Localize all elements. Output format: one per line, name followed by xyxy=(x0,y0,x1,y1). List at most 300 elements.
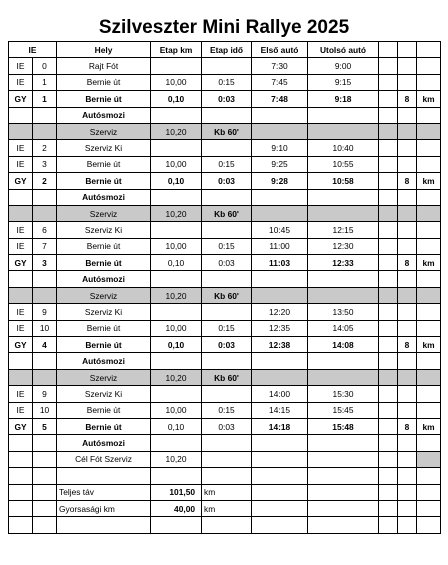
row-blank xyxy=(252,287,308,303)
row-first-car: 12:38 xyxy=(252,337,308,353)
row-etap-km: 10,00 xyxy=(151,74,202,90)
row-number: 3 xyxy=(33,255,57,271)
row-etap-km: 10,20 xyxy=(151,451,202,467)
row-first-car: 14:15 xyxy=(252,402,308,418)
row-etap-km xyxy=(151,304,202,320)
row-blank xyxy=(252,500,308,516)
row-number: 10 xyxy=(33,320,57,336)
row-stage-length xyxy=(398,304,417,320)
row-blank xyxy=(398,353,417,369)
autosmozi-row xyxy=(9,435,441,451)
row-blank xyxy=(379,205,398,221)
row-number: 5 xyxy=(33,418,57,434)
row-first-car: 12:20 xyxy=(252,304,308,320)
row-blank xyxy=(398,500,417,516)
row-blank xyxy=(398,287,417,303)
row-blank xyxy=(9,123,33,139)
row-location: Bernie út xyxy=(57,91,151,107)
row-type: IE xyxy=(9,58,33,74)
row-type: IE xyxy=(9,222,33,238)
header-elso-auto: Első autó xyxy=(252,42,308,58)
row-last-car: 15:30 xyxy=(308,386,379,402)
row-blank xyxy=(308,107,379,123)
row-blank xyxy=(9,189,33,205)
row-blank xyxy=(379,107,398,123)
row-etap-ido: Kb 60' xyxy=(202,123,252,139)
row-last-car: 10:58 xyxy=(308,173,379,189)
row-blank xyxy=(33,189,57,205)
row-blank xyxy=(151,517,202,533)
row-stage-length: 8 xyxy=(398,337,417,353)
row-stage-length xyxy=(398,402,417,418)
row-blank xyxy=(33,468,57,484)
row-etap-km: 10,00 xyxy=(151,402,202,418)
row-blank xyxy=(379,140,398,156)
row-stage-length xyxy=(398,74,417,90)
row-location: Autósmozi xyxy=(57,435,151,451)
row-etap-km: 10,00 xyxy=(151,156,202,172)
row-first-car: 7:30 xyxy=(252,58,308,74)
row-stage-unit xyxy=(417,140,441,156)
row-location: Autósmozi xyxy=(57,271,151,287)
row-blank xyxy=(202,271,252,287)
row-blank xyxy=(417,517,441,533)
row-type: GY xyxy=(9,337,33,353)
row-blank xyxy=(417,369,441,385)
stage-row xyxy=(9,255,441,271)
row-blank xyxy=(398,517,417,533)
row-number: 10 xyxy=(33,402,57,418)
row-blank xyxy=(379,435,398,451)
row-etap-km xyxy=(151,140,202,156)
row-blank xyxy=(151,189,202,205)
row-stage-unit: km xyxy=(417,337,441,353)
row-blank xyxy=(308,205,379,221)
row-blank xyxy=(379,468,398,484)
row-blank xyxy=(151,468,202,484)
row-etap-ido: 0:03 xyxy=(202,337,252,353)
row-blank xyxy=(308,517,379,533)
row-first-car: 7:48 xyxy=(252,91,308,107)
row-blank xyxy=(33,451,57,467)
row-blank xyxy=(33,369,57,385)
row-type: IE xyxy=(9,304,33,320)
row-location: Bernie út xyxy=(57,74,151,90)
row-blank xyxy=(9,500,33,516)
row-etap-ido xyxy=(202,304,252,320)
row-last-car: 12:15 xyxy=(308,222,379,238)
row-stage-length xyxy=(398,238,417,254)
row-blank xyxy=(151,435,202,451)
stage-row xyxy=(9,173,441,189)
row-blank xyxy=(252,123,308,139)
row-location: Cél Fót Szerviz xyxy=(57,451,151,467)
row-blank xyxy=(417,189,441,205)
row-blank xyxy=(417,271,441,287)
row-blank xyxy=(398,484,417,500)
row-blank xyxy=(379,91,398,107)
checkpoint-row xyxy=(9,304,441,320)
header-blank xyxy=(379,42,398,58)
row-etap-ido: 0:15 xyxy=(202,402,252,418)
autosmozi-row xyxy=(9,107,441,123)
row-blank xyxy=(252,517,308,533)
row-blank xyxy=(308,484,379,500)
row-stage-unit xyxy=(417,238,441,254)
row-location: Bernie út xyxy=(57,320,151,336)
row-stage-length xyxy=(398,320,417,336)
row-blank xyxy=(379,320,398,336)
row-blank xyxy=(379,500,398,516)
row-blank xyxy=(417,484,441,500)
row-blank xyxy=(379,484,398,500)
total-label: Teljes táv xyxy=(57,484,151,500)
row-last-car: 10:55 xyxy=(308,156,379,172)
row-last-car: 12:33 xyxy=(308,255,379,271)
row-blank xyxy=(379,287,398,303)
row-stage-unit xyxy=(417,320,441,336)
row-blank xyxy=(252,369,308,385)
row-blank xyxy=(252,271,308,287)
row-blank xyxy=(308,353,379,369)
row-blank xyxy=(379,255,398,271)
row-last-car: 9:15 xyxy=(308,74,379,90)
row-blank xyxy=(9,468,33,484)
row-location: Rajt Fót xyxy=(57,58,151,74)
row-first-car: 9:25 xyxy=(252,156,308,172)
row-number: 7 xyxy=(33,238,57,254)
total-unit: km xyxy=(202,484,252,500)
total-label: Gyorsasági km xyxy=(57,500,151,516)
row-etap-km: 0,10 xyxy=(151,255,202,271)
row-last-car: 9:00 xyxy=(308,58,379,74)
row-etap-ido: Kb 60' xyxy=(202,369,252,385)
row-blank xyxy=(308,271,379,287)
row-stage-length xyxy=(398,386,417,402)
row-blank xyxy=(9,205,33,221)
row-blank xyxy=(252,451,308,467)
row-number: 1 xyxy=(33,91,57,107)
row-location: Szerviz Ki xyxy=(57,386,151,402)
row-etap-ido: Kb 60' xyxy=(202,287,252,303)
row-blank xyxy=(398,205,417,221)
row-blank xyxy=(379,402,398,418)
row-type: IE xyxy=(9,140,33,156)
row-type: IE xyxy=(9,156,33,172)
row-type: IE xyxy=(9,402,33,418)
row-first-car: 12:35 xyxy=(252,320,308,336)
checkpoint-row xyxy=(9,320,441,336)
header-blank xyxy=(417,42,441,58)
row-type: IE xyxy=(9,320,33,336)
row-etap-km xyxy=(151,58,202,74)
row-etap-km xyxy=(151,222,202,238)
row-blank xyxy=(9,435,33,451)
row-etap-km: 10,20 xyxy=(151,205,202,221)
row-etap-ido: 0:03 xyxy=(202,173,252,189)
service-row xyxy=(9,369,441,385)
row-blank xyxy=(379,156,398,172)
row-blank xyxy=(379,173,398,189)
service-row xyxy=(9,123,441,139)
row-blank xyxy=(33,484,57,500)
row-first-car: 14:18 xyxy=(252,418,308,434)
row-blank xyxy=(33,517,57,533)
row-stage-length: 8 xyxy=(398,173,417,189)
row-blank xyxy=(379,238,398,254)
checkpoint-row xyxy=(9,402,441,418)
row-blank xyxy=(33,271,57,287)
row-stage-unit: km xyxy=(417,418,441,434)
row-location: Bernie út xyxy=(57,255,151,271)
row-blank xyxy=(379,517,398,533)
row-blank xyxy=(417,353,441,369)
row-blank xyxy=(398,451,417,467)
row-stage-unit xyxy=(417,386,441,402)
row-stage-length xyxy=(398,140,417,156)
row-last-car: 13:50 xyxy=(308,304,379,320)
row-etap-ido xyxy=(202,222,252,238)
autosmozi-row xyxy=(9,189,441,205)
row-last-car: 15:45 xyxy=(308,402,379,418)
row-blank xyxy=(398,189,417,205)
row-blank xyxy=(308,369,379,385)
row-blank xyxy=(202,353,252,369)
row-type: IE xyxy=(9,386,33,402)
row-blank xyxy=(417,500,441,516)
header-hely: Hely xyxy=(57,42,151,58)
row-etap-km: 10,20 xyxy=(151,123,202,139)
row-type: GY xyxy=(9,418,33,434)
header-ie: IE xyxy=(9,42,57,58)
row-number: 2 xyxy=(33,140,57,156)
row-location: Bernie út xyxy=(57,173,151,189)
row-etap-ido: 0:15 xyxy=(202,320,252,336)
schedule-table-body xyxy=(9,42,441,534)
row-location: Bernie út xyxy=(57,156,151,172)
row-blank xyxy=(398,468,417,484)
row-blank xyxy=(9,107,33,123)
row-number: 6 xyxy=(33,222,57,238)
checkpoint-row xyxy=(9,386,441,402)
total-row xyxy=(9,500,441,516)
row-last-car: 9:18 xyxy=(308,91,379,107)
schedule-table xyxy=(8,41,441,534)
empty-row xyxy=(9,517,441,533)
checkpoint-row xyxy=(9,238,441,254)
row-blank xyxy=(308,468,379,484)
row-etap-km xyxy=(151,386,202,402)
row-stage-length: 8 xyxy=(398,91,417,107)
row-blank xyxy=(252,353,308,369)
row-blank xyxy=(57,517,151,533)
row-number: 0 xyxy=(33,58,57,74)
stage-row xyxy=(9,337,441,353)
row-blank xyxy=(202,517,252,533)
total-value: 40,00 xyxy=(151,500,202,516)
row-etap-km: 0,10 xyxy=(151,91,202,107)
row-blank xyxy=(417,107,441,123)
row-blank xyxy=(379,353,398,369)
row-location: Szerviz xyxy=(57,369,151,385)
row-stage-unit xyxy=(417,304,441,320)
stage-row xyxy=(9,418,441,434)
row-blank xyxy=(252,484,308,500)
row-blank xyxy=(33,107,57,123)
finish-row xyxy=(9,451,441,467)
row-blank xyxy=(252,107,308,123)
row-blank xyxy=(379,386,398,402)
total-unit: km xyxy=(202,500,252,516)
row-blank xyxy=(202,107,252,123)
row-etap-ido: 0:03 xyxy=(202,91,252,107)
row-blank xyxy=(379,451,398,467)
total-row xyxy=(9,484,441,500)
row-etap-ido: 0:15 xyxy=(202,238,252,254)
row-blank xyxy=(151,353,202,369)
row-location: Bernie út xyxy=(57,337,151,353)
row-blank xyxy=(9,271,33,287)
row-location: Bernie út xyxy=(57,402,151,418)
row-blank xyxy=(9,451,33,467)
row-etap-ido xyxy=(202,386,252,402)
row-blank xyxy=(417,468,441,484)
header-row xyxy=(9,42,441,58)
header-etap-km: Etap km xyxy=(151,42,202,58)
row-stage-unit: km xyxy=(417,173,441,189)
row-last-car: 15:48 xyxy=(308,418,379,434)
row-last-car: 14:05 xyxy=(308,320,379,336)
row-stage-unit xyxy=(417,74,441,90)
row-last-car: 14:08 xyxy=(308,337,379,353)
row-blank xyxy=(417,287,441,303)
row-blank xyxy=(308,189,379,205)
row-type: GY xyxy=(9,173,33,189)
row-blank xyxy=(33,500,57,516)
checkpoint-row xyxy=(9,222,441,238)
row-type: GY xyxy=(9,91,33,107)
row-location: Szerviz Ki xyxy=(57,140,151,156)
row-blank xyxy=(33,123,57,139)
row-stage-unit xyxy=(417,58,441,74)
row-number: 1 xyxy=(33,74,57,90)
row-blank xyxy=(9,369,33,385)
row-blank xyxy=(379,369,398,385)
row-blank xyxy=(417,451,441,467)
row-blank xyxy=(9,287,33,303)
row-stage-length xyxy=(398,222,417,238)
row-type: GY xyxy=(9,255,33,271)
row-blank xyxy=(308,123,379,139)
header-utolso-auto: Utolsó autó xyxy=(308,42,379,58)
row-blank xyxy=(9,484,33,500)
row-blank xyxy=(308,287,379,303)
row-blank xyxy=(308,435,379,451)
row-blank xyxy=(398,435,417,451)
row-blank xyxy=(33,353,57,369)
row-etap-ido: 0:15 xyxy=(202,156,252,172)
row-etap-km: 10,00 xyxy=(151,238,202,254)
row-blank xyxy=(202,189,252,205)
row-blank xyxy=(379,304,398,320)
row-etap-km: 10,00 xyxy=(151,320,202,336)
row-etap-ido: 0:15 xyxy=(202,74,252,90)
page-title: Szilveszter Mini Rallye 2025 xyxy=(98,17,350,38)
row-blank xyxy=(417,205,441,221)
row-location: Szerviz xyxy=(57,287,151,303)
row-etap-km: 10,20 xyxy=(151,287,202,303)
row-blank xyxy=(9,517,33,533)
row-blank xyxy=(379,74,398,90)
row-first-car: 11:00 xyxy=(252,238,308,254)
row-stage-length xyxy=(398,58,417,74)
service-row xyxy=(9,205,441,221)
header-blank xyxy=(398,42,417,58)
row-blank xyxy=(379,337,398,353)
row-blank xyxy=(379,189,398,205)
row-number: 9 xyxy=(33,304,57,320)
row-location: Autósmozi xyxy=(57,107,151,123)
row-location: Autósmozi xyxy=(57,189,151,205)
row-stage-unit: km xyxy=(417,255,441,271)
row-location: Szerviz Ki xyxy=(57,222,151,238)
autosmozi-row xyxy=(9,353,441,369)
row-blank xyxy=(398,271,417,287)
row-last-car: 12:30 xyxy=(308,238,379,254)
total-value: 101,50 xyxy=(151,484,202,500)
row-first-car: 10:45 xyxy=(252,222,308,238)
row-blank xyxy=(379,271,398,287)
row-blank xyxy=(398,123,417,139)
row-blank xyxy=(33,435,57,451)
row-first-car: 9:28 xyxy=(252,173,308,189)
row-blank xyxy=(379,418,398,434)
row-blank xyxy=(398,107,417,123)
row-location: Szerviz xyxy=(57,205,151,221)
row-number: 2 xyxy=(33,173,57,189)
row-type: IE xyxy=(9,238,33,254)
row-blank xyxy=(252,189,308,205)
row-first-car: 7:45 xyxy=(252,74,308,90)
row-etap-ido: 0:03 xyxy=(202,255,252,271)
row-blank xyxy=(202,435,252,451)
row-number: 4 xyxy=(33,337,57,353)
row-number: 9 xyxy=(33,386,57,402)
row-blank xyxy=(379,123,398,139)
row-type: IE xyxy=(9,74,33,90)
checkpoint-row xyxy=(9,74,441,90)
row-blank xyxy=(202,451,252,467)
row-blank xyxy=(308,451,379,467)
row-etap-km: 0,10 xyxy=(151,173,202,189)
row-location: Bernie út xyxy=(57,238,151,254)
row-blank xyxy=(398,369,417,385)
row-etap-ido xyxy=(202,140,252,156)
row-blank xyxy=(252,205,308,221)
row-first-car: 14:00 xyxy=(252,386,308,402)
service-row xyxy=(9,287,441,303)
row-etap-ido: Kb 60' xyxy=(202,205,252,221)
row-blank xyxy=(417,123,441,139)
row-location: Bernie út xyxy=(57,418,151,434)
row-blank xyxy=(379,58,398,74)
checkpoint-row xyxy=(9,156,441,172)
row-blank xyxy=(9,353,33,369)
row-stage-length: 8 xyxy=(398,418,417,434)
stage-row xyxy=(9,91,441,107)
row-blank xyxy=(379,222,398,238)
row-first-car: 11:03 xyxy=(252,255,308,271)
